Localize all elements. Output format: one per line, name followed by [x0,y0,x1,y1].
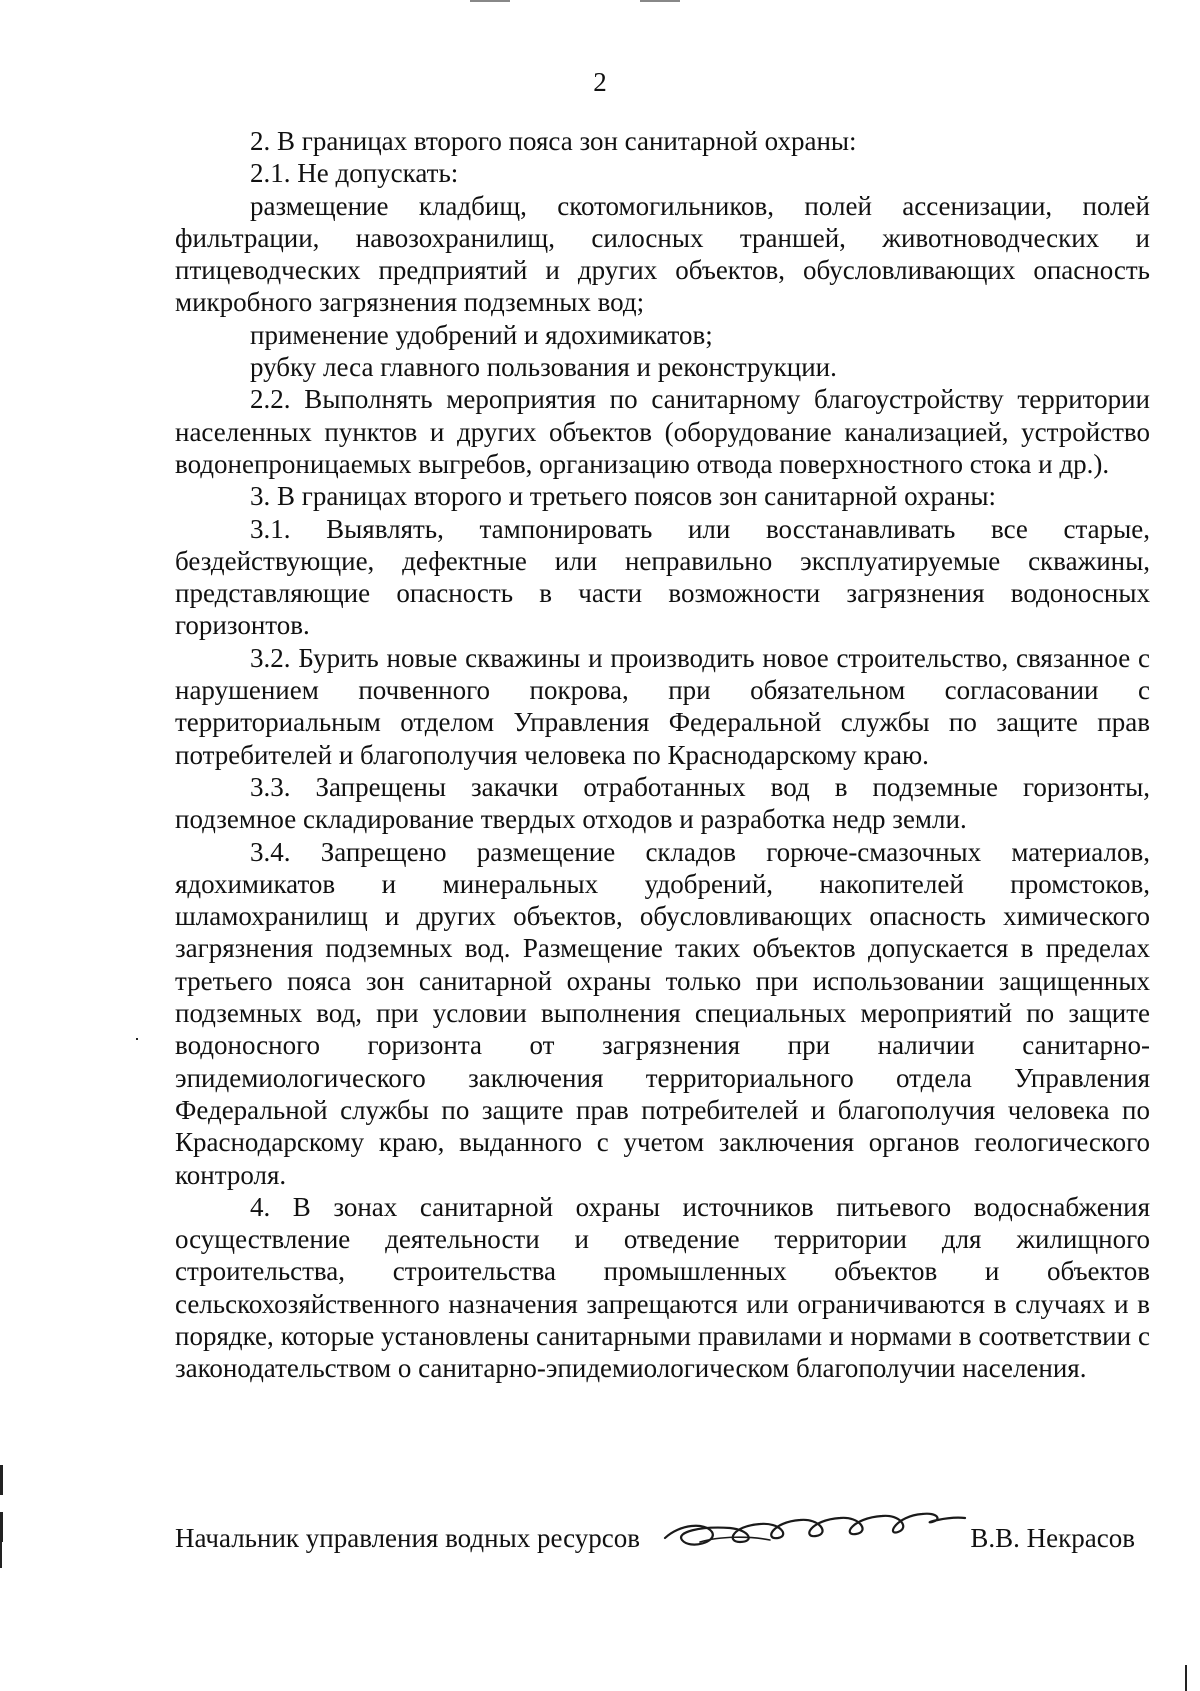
signatory-name: В.В. Некрасов [970,1523,1135,1553]
paragraph: 4. В зонах санитарной охраны источников питьевого водоснабжения осуществление деятельности и отведение территории для жилищного строительства, строительства промышленных объектов и объектов сельскохозяйственного назначения запрещаются или ограничиваются в случаях и в порядке, которые установлены санитарными правилами и нормами в соответствии с законодательством о санитарно-эпидемиологическом благополучии населения. [175,1191,1150,1384]
scan-edge-mark [470,0,510,2]
paragraph: 2.1. Не допускать: [250,158,459,189]
signatory-position: Начальник управления водных ресурсов [175,1523,640,1553]
paragraph: рубку леса главного пользования и реконструкции. [250,352,837,383]
scan-speck [136,1038,138,1040]
paragraph: 2. В границах второго пояса зон санитарной охраны: [250,126,857,156]
page-number: 2 [593,67,607,97]
paragraph: 3.1. Выявлять, тампонировать или восстанавливать все старые, бездействующие, дефектные или неправильно эксплуатируемые скважины, представляющие опасность в части возможности загрязнения водоносных горизонтов. [175,513,1150,641]
paragraph: 3.4. Запрещено размещение складов горюче-смазочных материалов, ядохимикатов и минеральных удобрений, накопителей промстоков, шламохранилищ и других объектов, обусловливающих опасность химического загрязнения подземных вод. Размещение таких объектов допускается в пределах третьего пояса зон санитарной охраны только при использовании защищенных подземных вод, при условии выполнения специальных мероприятий по защите водоносного горизонта от загрязнения при наличии санитарно-эпидемиологического заключения территориального отдела Управления Федеральной службы по защите прав потребителей и благополучия человека по Краснодарскому краю, выданного с учетом заключения органов геологического контроля. [175,836,1150,1190]
handwritten-signature [660,1506,970,1556]
paragraph: 2.2. Выполнять мероприятия по санитарному благоустройству территории населенных пунктов и других объектов (оборудование канализацией, устройство водонепроницаемых выгребов, организацию отвода поверхностного стока и др.). [175,384,1150,479]
signature-block [175,1510,1135,1560]
paragraph: применение удобрений и ядохимикатов; [250,319,713,350]
scan-margin-mark [1185,1665,1187,1691]
paragraph: размещение кладбищ, скотомогильников, полей ассенизации, полей фильтрации, навозохранилищ, силосных траншей, животноводческих и птицеводческих предприятий и других объектов, обусловливающих опасность микробного загрязнения подземных вод; [175,190,1150,318]
scan-margin-mark [0,1512,3,1542]
scan-margin-mark [0,1540,2,1568]
document-body [175,125,1150,1385]
paragraph: 3.2. Бурить новые скважины и производить новое строительство, связанное с нарушением почвенного покрова, при обязательном согласовании с территориальным отделом Управления Федеральной службы по защите прав потребителей и благополучия человека по Краснодарскому краю. [175,642,1150,770]
paragraph: 3. В границах второго и третьего поясов зон санитарной охраны: [250,481,997,512]
paragraph: 3.3. Запрещены закачки отработанных вод в подземные горизонты, подземное складирование твердых отходов и разработка недр земли. [175,771,1150,835]
scan-edge-mark [640,0,680,2]
scan-margin-mark [0,1465,3,1495]
